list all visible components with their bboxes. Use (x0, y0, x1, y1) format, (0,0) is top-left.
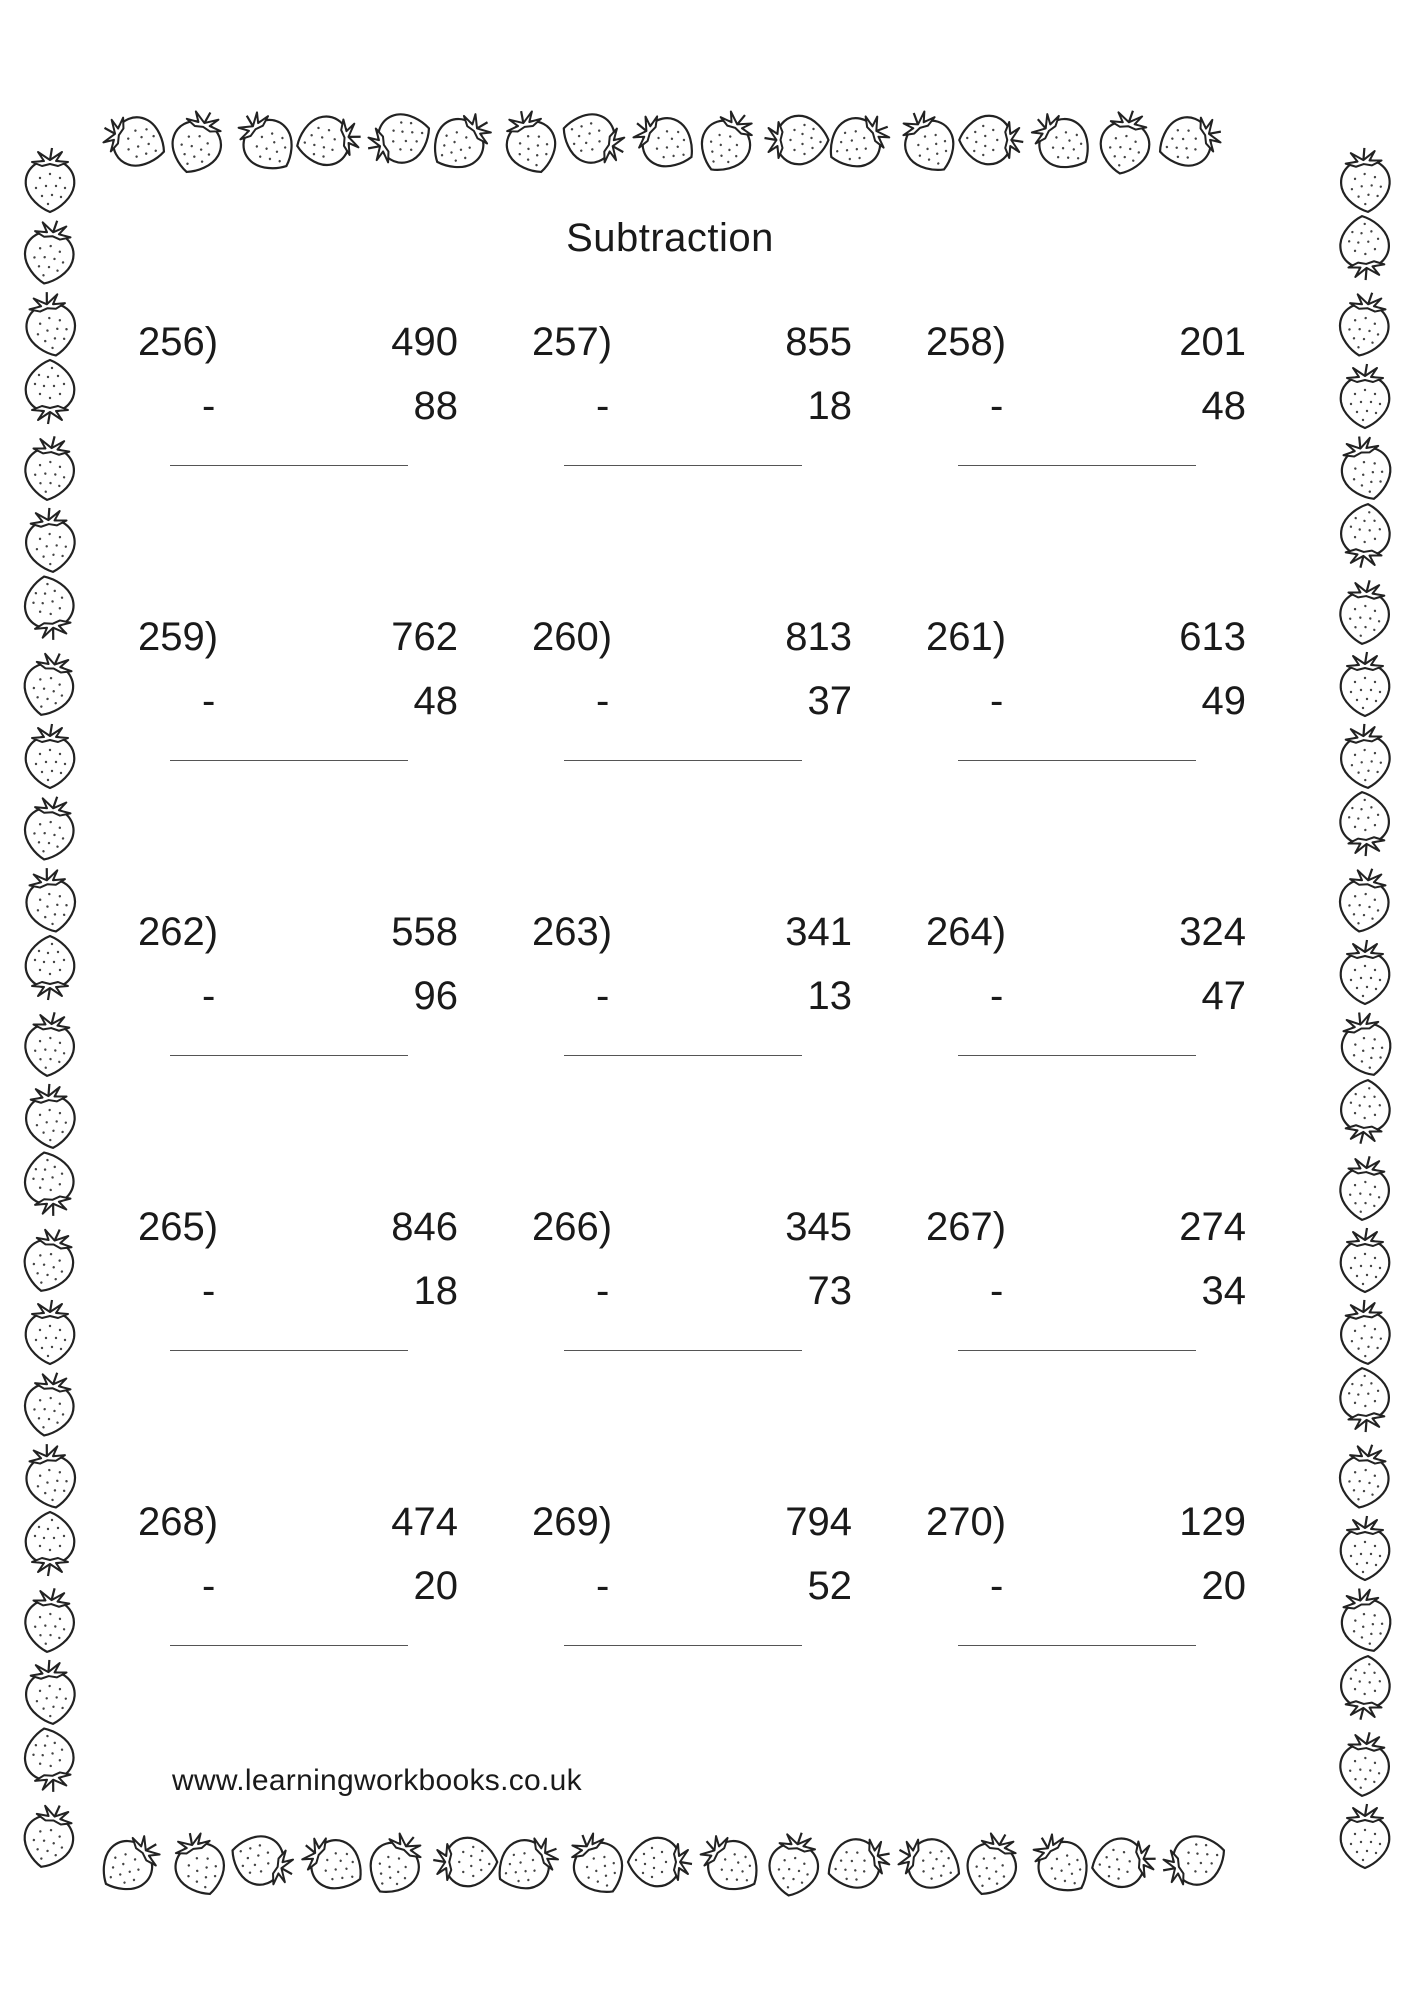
strawberry-icon (433, 1838, 497, 1887)
strawberry-icon (165, 1826, 232, 1903)
problem-269 (532, 1500, 852, 1700)
minus-sign: - (202, 384, 216, 428)
strawberry-icon (959, 116, 1023, 165)
strawberry-icon (21, 288, 80, 359)
minuend: 474 (391, 1500, 458, 1544)
subtrahend: 20 (1201, 1564, 1246, 1608)
strawberry-icon (1341, 940, 1390, 1004)
strawberry-icon (18, 647, 81, 721)
strawberry-icon (821, 1829, 898, 1896)
strawberry-icon (488, 1826, 568, 1900)
answer-line (170, 465, 408, 466)
minus-sign: - (990, 384, 1004, 428)
problem-258 (926, 320, 1246, 520)
strawberry-icon (359, 1824, 433, 1904)
problem-number: 264) (926, 910, 1007, 954)
strawberry-icon (293, 1826, 373, 1900)
answer-line (170, 1055, 408, 1056)
strawberry-icon (1334, 1583, 1397, 1657)
minuend: 794 (785, 1500, 852, 1544)
minuend: 813 (785, 615, 852, 659)
strawberry-icon (1338, 578, 1392, 646)
strawberry-icon (1338, 502, 1392, 570)
problem-263 (532, 910, 852, 1110)
subtrahend: 48 (413, 679, 458, 723)
answer-line (958, 1055, 1196, 1056)
answer-line (170, 760, 408, 761)
strawberry-icon (1338, 1654, 1392, 1722)
strawberry-icon (26, 1512, 75, 1576)
strawberry-icon (1022, 1823, 1100, 1903)
minus-sign: - (990, 679, 1004, 723)
subtrahend: 52 (807, 1564, 852, 1608)
strawberry-icon (556, 106, 633, 173)
strawberry-icon (1338, 146, 1392, 214)
strawberry-icon (422, 102, 502, 180)
problem-260 (532, 615, 852, 815)
answer-line (170, 1350, 408, 1351)
minus-sign: - (596, 974, 610, 1018)
page-title: Subtraction (566, 216, 774, 260)
strawberry-icon (164, 104, 231, 181)
strawberry-icon (959, 1826, 1026, 1903)
subtrahend: 37 (807, 679, 852, 723)
problem-number: 260) (532, 615, 613, 659)
minuend: 855 (785, 320, 852, 364)
answer-line (564, 1645, 802, 1646)
problem-number: 256) (138, 320, 219, 364)
strawberry-icon (1341, 1516, 1390, 1580)
answer-line (958, 465, 1196, 466)
answer-line (564, 760, 802, 761)
minuend: 324 (1179, 910, 1246, 954)
problem-number: 266) (532, 1205, 613, 1249)
minuend: 345 (785, 1205, 852, 1249)
strawberry-icon (1021, 102, 1101, 180)
minus-sign: - (596, 384, 610, 428)
answer-line (564, 465, 802, 466)
strawberry-icon (23, 1658, 77, 1726)
strawberry-icon (1338, 1154, 1392, 1222)
strawberry-icon (1338, 214, 1392, 282)
strawberry-icon (819, 104, 899, 178)
strawberry-icon (690, 1824, 770, 1902)
strawberry-icon (23, 434, 77, 502)
strawberry-icon (20, 1148, 79, 1219)
answer-line (564, 1055, 802, 1056)
minuend: 201 (1179, 320, 1246, 364)
strawberry-icon (1334, 431, 1397, 505)
strawberry-icon (1338, 1366, 1392, 1434)
strawberry-icon (1156, 1828, 1233, 1895)
strawberry-icon (20, 792, 79, 863)
problem-number: 262) (138, 910, 219, 954)
problem-257 (532, 320, 852, 520)
problem-268 (138, 1500, 458, 1700)
strawberry-icon (18, 1223, 81, 1297)
strawberry-icon (26, 724, 75, 788)
strawberry-icon (23, 1010, 77, 1078)
strawberry-icon (20, 572, 79, 643)
strawberry-icon (227, 101, 305, 181)
strawberry-icon (1341, 1804, 1390, 1868)
strawberry-icon (1338, 722, 1392, 790)
strawberry-icon (26, 936, 75, 1000)
strawberry-icon (23, 506, 77, 574)
strawberry-icon (20, 1724, 79, 1795)
subtrahend: 73 (807, 1269, 852, 1313)
problem-259 (138, 615, 458, 815)
problem-number: 267) (926, 1205, 1007, 1249)
strawberry-icon (20, 1368, 79, 1439)
strawberry-icon (560, 1824, 634, 1904)
problem-266 (532, 1205, 852, 1405)
strawberry-icon (496, 104, 563, 181)
subtrahend: 88 (413, 384, 458, 428)
problem-number: 265) (138, 1205, 219, 1249)
strawberry-icon (1341, 1228, 1390, 1292)
problem-270 (926, 1500, 1246, 1700)
minuend: 341 (785, 910, 852, 954)
subtrahend: 18 (807, 384, 852, 428)
strawberry-icon (293, 111, 364, 170)
minuend: 762 (391, 615, 458, 659)
strawberry-icon (1096, 106, 1155, 177)
strawberry-icon (26, 1300, 75, 1364)
strawberry-icon (765, 116, 829, 165)
subtrahend: 34 (1201, 1269, 1246, 1313)
strawberry-icon (690, 102, 764, 182)
minus-sign: - (990, 1564, 1004, 1608)
subtrahend: 96 (413, 974, 458, 1018)
minuend: 274 (1179, 1205, 1246, 1249)
minus-sign: - (990, 974, 1004, 1018)
strawberry-icon (90, 1824, 170, 1902)
problem-number: 270) (926, 1500, 1007, 1544)
minuend: 558 (391, 910, 458, 954)
answer-line (958, 1645, 1196, 1646)
minus-sign: - (202, 1269, 216, 1313)
minuend: 846 (391, 1205, 458, 1249)
subtrahend: 18 (413, 1269, 458, 1313)
problem-number: 261) (926, 615, 1007, 659)
minus-sign: - (990, 1269, 1004, 1313)
problem-number: 268) (138, 1500, 219, 1544)
problem-number: 259) (138, 615, 219, 659)
problem-256 (138, 320, 458, 520)
minus-sign: - (202, 974, 216, 1018)
strawberry-icon (1152, 107, 1229, 174)
subtrahend: 13 (807, 974, 852, 1018)
minus-sign: - (202, 679, 216, 723)
strawberry-icon (224, 1828, 301, 1895)
strawberry-icon (18, 1799, 81, 1873)
strawberry-icon (1341, 652, 1390, 716)
strawberry-icon (96, 107, 173, 174)
strawberry-icon (1334, 1007, 1397, 1081)
subtrahend: 47 (1201, 974, 1246, 1018)
strawberry-icon (624, 104, 704, 178)
strawberry-icon (1341, 364, 1390, 428)
subtrahend: 48 (1201, 384, 1246, 428)
minuend: 613 (1179, 615, 1246, 659)
strawberry-icon (1338, 1730, 1392, 1798)
answer-line (170, 1645, 408, 1646)
problem-261 (926, 615, 1246, 815)
problem-267 (926, 1205, 1246, 1405)
answer-line (958, 1350, 1196, 1351)
subtrahend: 49 (1201, 679, 1246, 723)
minuend: 490 (391, 320, 458, 364)
strawberry-icon (765, 1828, 824, 1899)
minuend: 129 (1179, 1500, 1246, 1544)
minus-sign: - (596, 679, 610, 723)
problem-262 (138, 910, 458, 1110)
subtrahend: 20 (413, 1564, 458, 1608)
strawberry-icon (361, 106, 438, 173)
strawberry-icon (1338, 790, 1392, 858)
strawberry-icon (628, 1838, 692, 1887)
problem-265 (138, 1205, 458, 1405)
strawberry-icon (891, 102, 965, 182)
problem-number: 263) (532, 910, 613, 954)
problem-number: 258) (926, 320, 1007, 364)
problem-264 (926, 910, 1246, 1110)
strawberry-icon (1335, 864, 1394, 935)
strawberry-icon (23, 1082, 77, 1150)
answer-line (958, 760, 1196, 761)
problem-number: 269) (532, 1500, 613, 1544)
strawberry-icon (26, 148, 75, 212)
strawberry-icon (891, 1829, 968, 1896)
problem-number: 257) (532, 320, 613, 364)
strawberry-icon (1338, 1298, 1392, 1366)
answer-line (564, 1350, 802, 1351)
strawberry-icon (21, 1440, 80, 1511)
minus-sign: - (202, 1564, 216, 1608)
minus-sign: - (596, 1564, 610, 1608)
strawberry-icon (26, 360, 75, 424)
strawberry-icon (1088, 1833, 1159, 1892)
strawberry-icon (1338, 1078, 1392, 1146)
website-footer: www.learningworkbooks.co.uk (172, 1764, 582, 1797)
strawberry-icon (1335, 1440, 1394, 1511)
strawberry-icon (1335, 288, 1394, 359)
strawberry-icon (21, 864, 80, 935)
minus-sign: - (596, 1269, 610, 1313)
strawberry-icon (23, 1586, 77, 1654)
